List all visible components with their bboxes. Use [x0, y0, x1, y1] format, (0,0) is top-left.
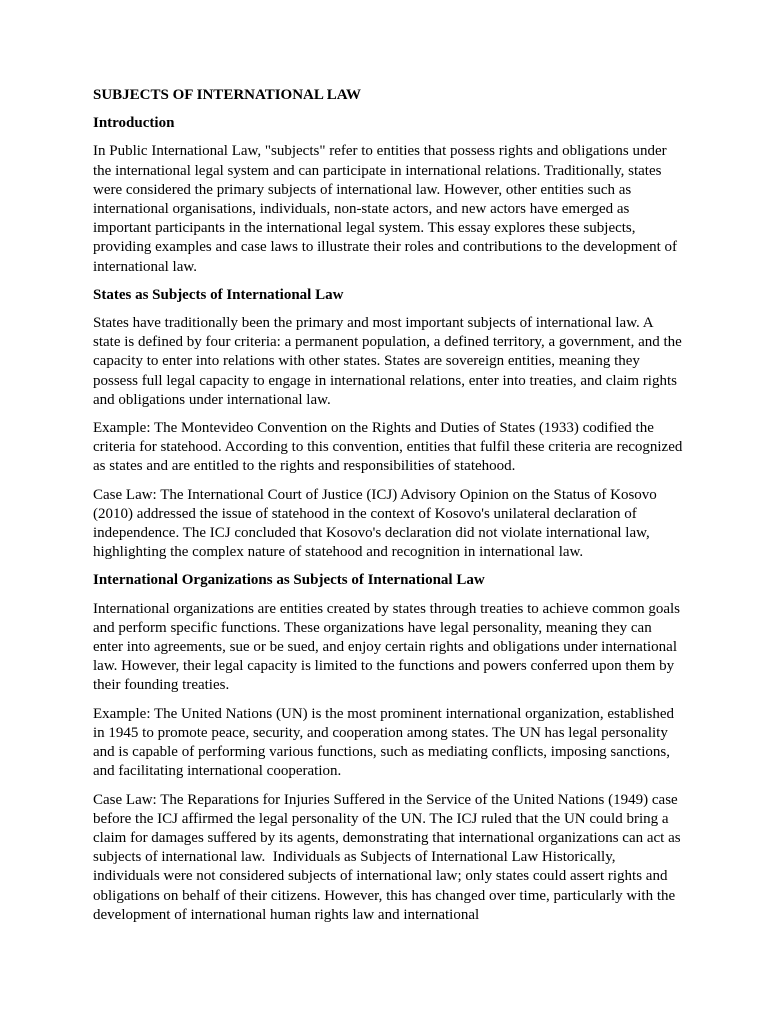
section-heading-introduction: Introduction: [93, 115, 175, 132]
section-heading-international-organizations: International Organizations as Subjects of International Law: [93, 572, 485, 589]
paragraph-states-definition: States have traditionally been the primary and most important subjects of international law. A state is defined by four criteria: a permanent population, a defined territory, a government, and the capacity to enter into relations with other states. States are sovereign entities, meaning they possess full legal capacity to engage in international relations, enter into treaties, and claim rights and obligations under international law.: [93, 315, 686, 408]
paragraph-states-example: Example: The Montevideo Convention on the Rights and Duties of States (1933) codified the criteria for statehood. According to this convention, entities that fulfil these criteria are recognized as states and are entitled to the rights and responsibilities of statehood.: [93, 420, 687, 475]
section-heading-states: States as Subjects of International Law: [93, 286, 344, 303]
document-page: [93, 86, 687, 934]
paragraph-organizations-case-law: Case Law: The Reparations for Injuries Suffered in the Service of the United Nations (1949) case before the ICJ affirmed the legal personality of the UN. The ICJ ruled that the UN could bring a claim for damages suffered by its agents, demonstrating that international organizations can act as subjects of international law. Individuals as Subjects of International Law Historically, individuals were not considered subjects of international law; only states could assert rights and obligations on behalf of their citizens. However, this has changed over time, particularly with the development of international human rights law and international: [93, 791, 685, 923]
paragraph-organizations-example: Example: The United Nations (UN) is the most prominent international organization, established in 1945 to promote peace, security, and cooperation among states. The UN has legal personality and is capable of performing various functions, such as mediating conflicts, imposing sanctions, and facilitating international cooperation.: [93, 705, 678, 780]
document-title: SUBJECTS OF INTERNATIONAL LAW: [93, 87, 361, 103]
paragraph-organizations-definition: International organizations are entities created by states through treaties to achieve common goals and perform specific functions. These organizations have legal personality, meaning they can enter into agreements, sue or be sued, and enjoy certain rights and obligations under international law. However, their legal capacity is limited to the functions and powers conferred upon them by their founding treaties.: [93, 600, 684, 694]
paragraph-states-case-law: Case Law: The International Court of Justice (ICJ) Advisory Opinion on the Status of Kosovo (2010) addressed the issue of statehood in the context of Kosovo's unilateral declaration of independence. The ICJ concluded that Kosovo's declaration did not violate international law, highlighting the complex nature of statehood and recognition in international law.: [93, 486, 661, 561]
paragraph-introduction: In Public International Law, "subjects" refer to entities that possess rights and obligations under the international legal system and can participate in international relations. Traditionally, states were considered the primary subjects of international law. However, other entities such as international organisations, individuals, non-state actors, and new actors have emerged as important participants in the international legal system. This essay explores these subjects, providing examples and case laws to illustrate their roles and contributions to the development of international law.: [93, 143, 681, 275]
